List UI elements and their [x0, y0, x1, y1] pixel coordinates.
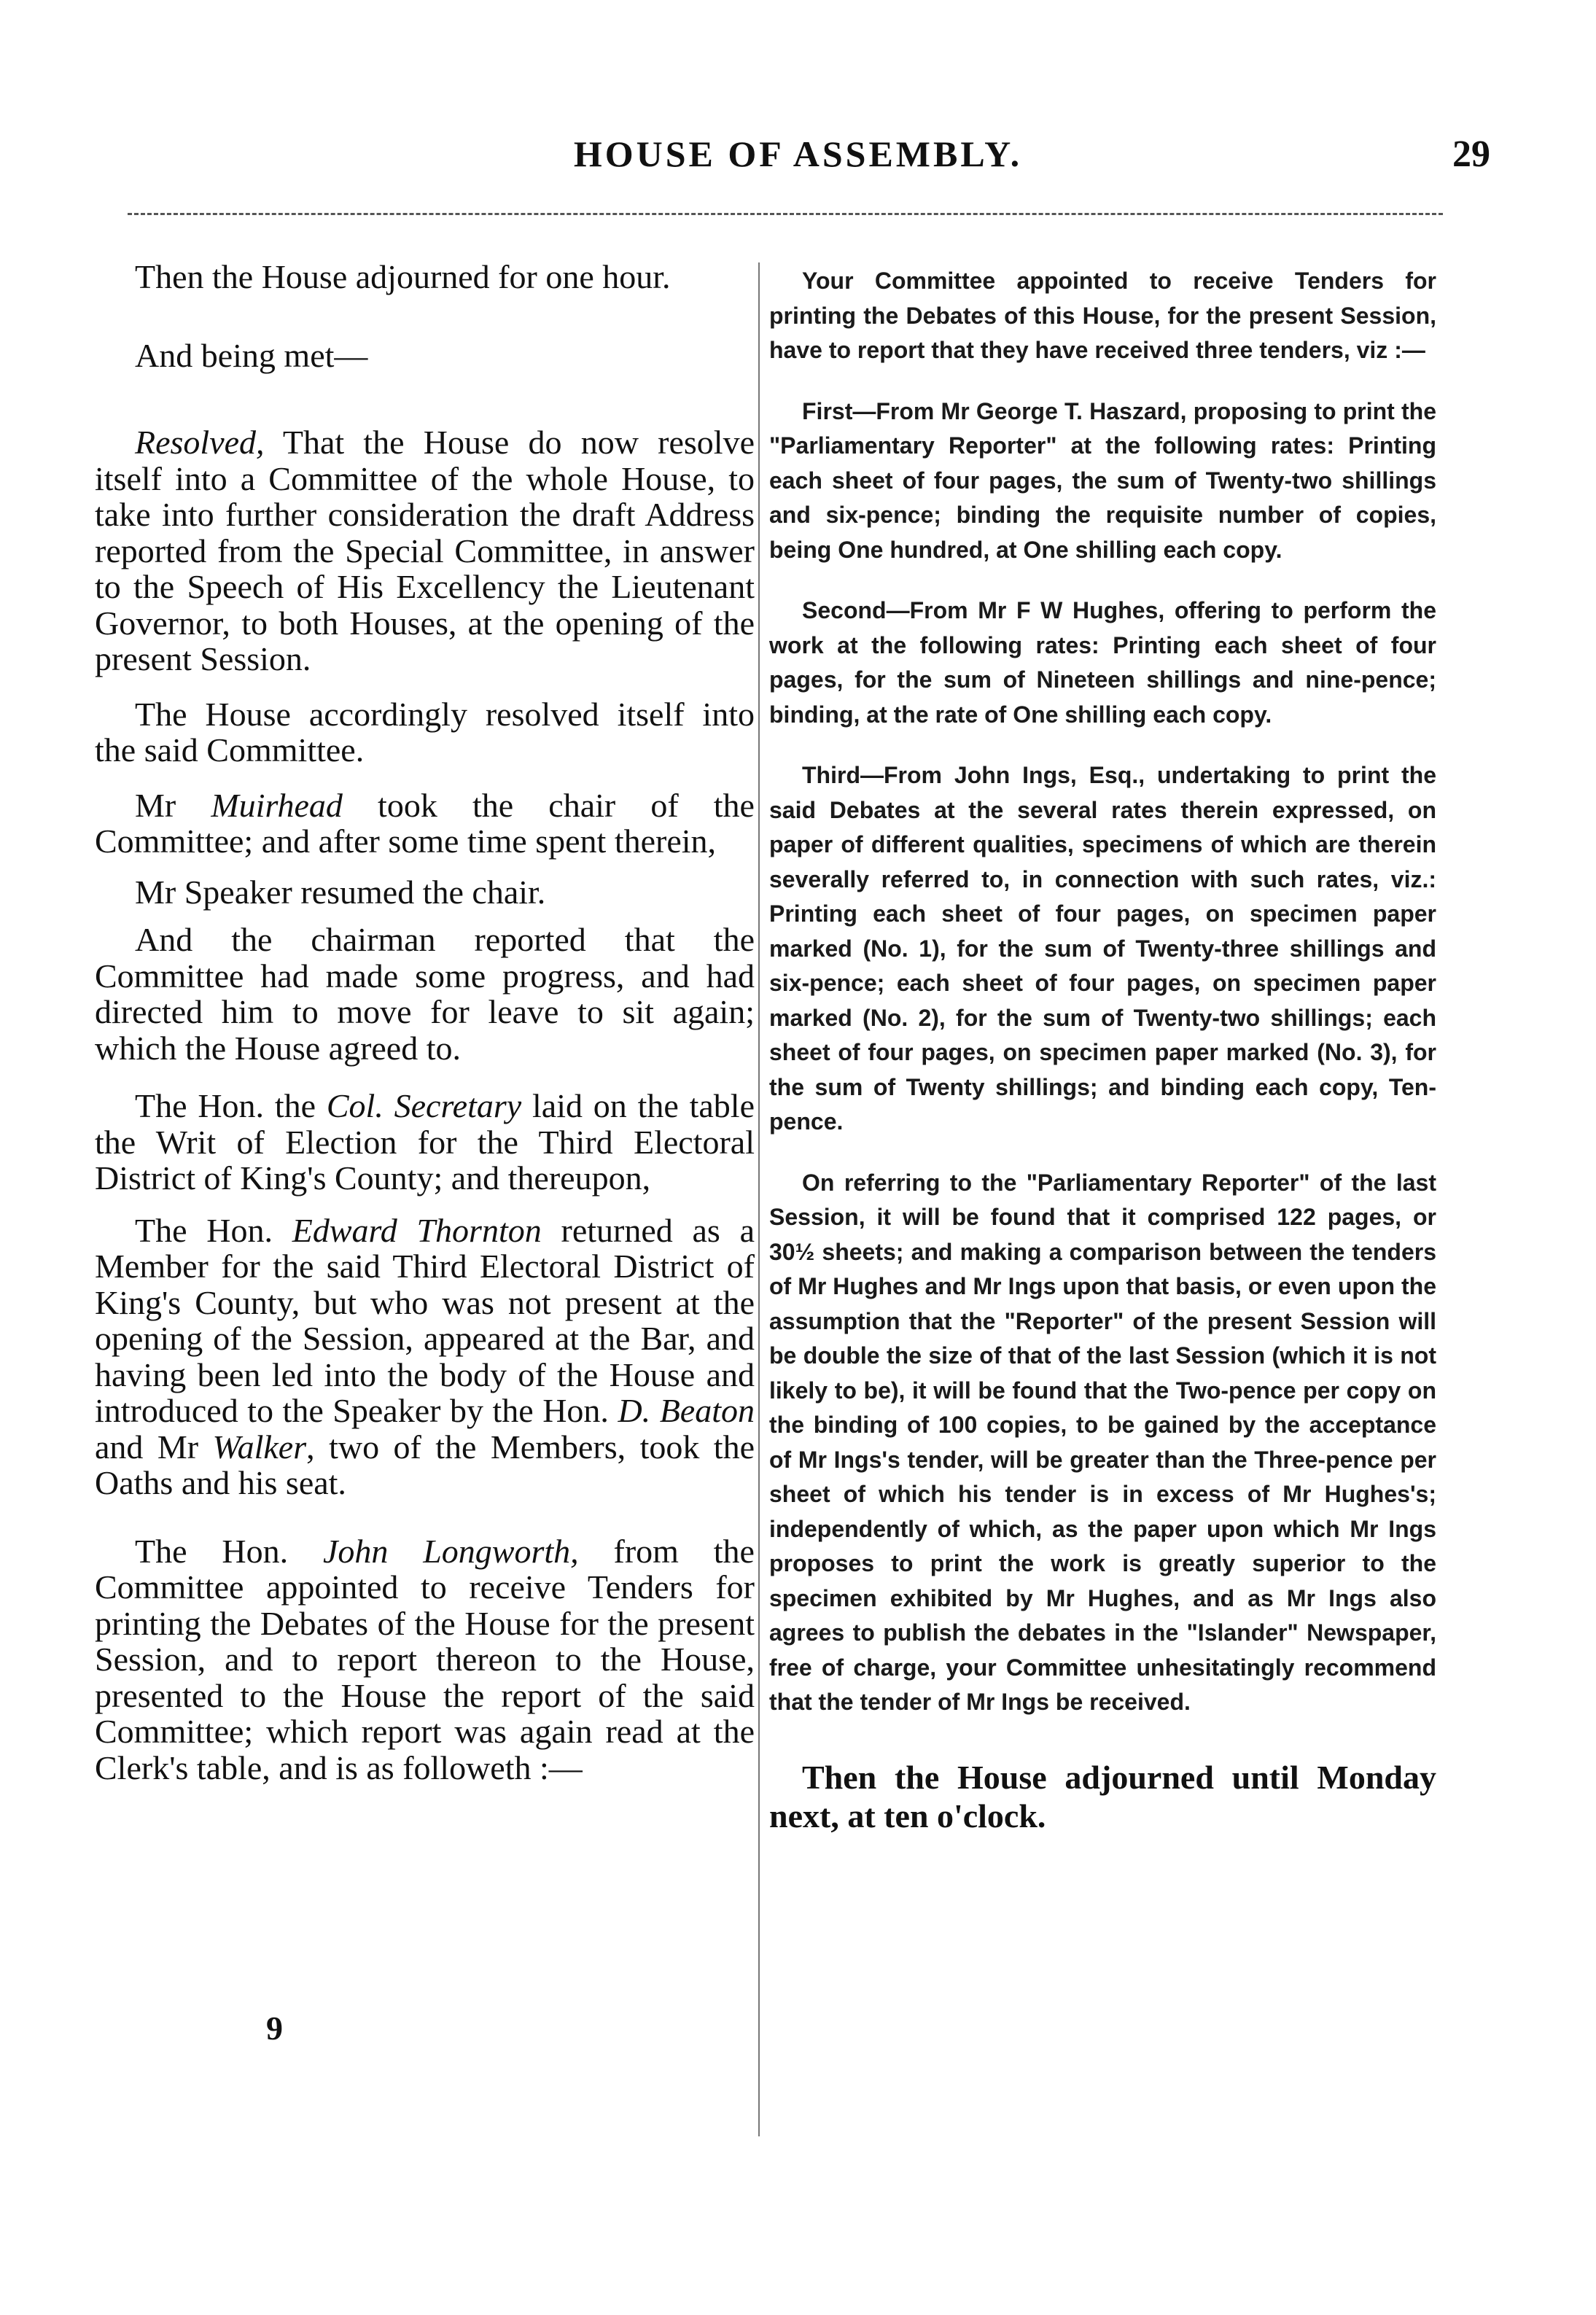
writ-text: laid on the table the Writ of Election for the Third Electoral District of King's County; and thereupon, — [95, 1087, 755, 1197]
page-title: HOUSE OF ASSEMBLY. — [573, 133, 1023, 174]
beaton-name: D. Beaton — [618, 1392, 755, 1429]
paragraph-being-met: And being met— — [135, 336, 368, 374]
committee-report-intro: Your Committee appointed to receive Tenders for printing the Debates of this House, for the present Session, have to report that they have received three tenders, viz :— — [769, 268, 1436, 363]
left-column — [95, 259, 755, 1786]
muirhead-name: Muirhead — [211, 786, 343, 824]
paragraph-writ-of-election — [95, 1088, 755, 1197]
col-secretary-name: Col. Secretary — [326, 1087, 522, 1124]
muirhead-text: took the chair of the Committee; and after some time spent therein, — [95, 786, 755, 860]
longworth-text: from the Committee appointed to receive Tenders for printing the Debates of the House for the present Session, and to report thereon to the House, presented to the House the report of the said Committee; which report was again read at the Clerk's table, and is as followeth :— — [95, 1532, 755, 1786]
tender-first: First—From Mr George T. Haszard, proposing to print the "Parliamentary Reporter" at the following rates: Printing each sheet of four pages, the sum of Twenty-two shillings and six-pence; binding the requisite number of copies, being One hundred, at One shilling each copy. — [769, 397, 1436, 563]
longworth-prefix: The Hon. — [135, 1532, 323, 1570]
paragraph-speaker-resumed: Mr Speaker resumed the chair. — [135, 873, 546, 911]
longworth-name: John Longworth, — [322, 1532, 579, 1570]
paragraph-chairman-reported: And the chairman reported that the Committee had made some progress, and had directed him to move for leave to sit again; which the House agreed to. — [95, 921, 755, 1067]
page-number: 29 — [1452, 133, 1490, 175]
header-rule — [128, 213, 1443, 215]
thornton-name: Edward Thornton — [292, 1211, 542, 1249]
committee-recommendation: On referring to the "Parliamentary Reporter" of the last Session, it will be found that it comprised 122 pages, or 30½ sheets; and making a comparison between the tenders of Mr Hughes and Mr Ings upon that basis, or even upon the assumption that the "Reporter" of the present Session will be double the size of that of the last Session (which it is not likely to be), it will be found that the Two-pence per copy on the binding of 100 copies, to be gained by the acceptance of Mr Ings's tender, will be greater than the Three-pence per sheet of which his tender is in excess of Mr Hughes's; independently of which, as the paper upon which Mr Ings proposes to print the work is greatly superior to the specimen exhibited by Mr Hughes, and as Mr Ings also agrees to publish the debates in the "Islander" Newspaper, free of charge, your Committee unhesitatingly recommend that the tender of Mr Ings be received. — [769, 1169, 1436, 1715]
paragraph-committee-resolved: The House accordingly resolved itself into the said Committee. — [95, 695, 755, 769]
muirhead-prefix: Mr — [135, 786, 211, 824]
signature-mark: 9 — [266, 2009, 283, 2047]
thornton-text-c: , two of the Members, took the Oaths and his seat. — [95, 1428, 755, 1501]
tender-second: Second—From Mr F W Hughes, offering to perform the work at the following rates: Printing each sheet of four pages, for the sum of Nineteen shillings and nine-pence; binding, at the rate of One shilling each copy. — [769, 597, 1436, 728]
thornton-prefix: The Hon. — [135, 1211, 292, 1249]
resolved-text: That the House do now resolve itself into a Committee of the whole House, to take into further consideration the draft Address reported from the Special Committee, in answer to the Speech of His Excellency the Lieutenant Governor, to both Houses, at the opening of the present Session. — [95, 424, 755, 677]
right-column — [769, 264, 1436, 1835]
paragraph-muirhead-chair — [95, 787, 755, 860]
writ-prefix: The Hon. the — [135, 1087, 327, 1124]
paragraph-thornton-oaths — [95, 1213, 755, 1501]
thornton-text-b: and Mr — [95, 1428, 213, 1466]
walker-name: Walker — [212, 1428, 307, 1466]
resolved-label: Resolved, — [135, 424, 265, 461]
paragraph-adjourned-monday: Then the House adjourned until Monday next, at ten o'clock. — [769, 1758, 1436, 1835]
tender-third: Third—From John Ings, Esq., undertaking to print the said Debates at the several rates therein expressed, on paper of different qualities, specimens of which are therein severally referred to, in connection with such rates, viz.: Printing each sheet of four pages, on specimen paper marked (No. 1), for the sum of Twenty-three shillings and six-pence; each sheet of four pages, on specimen paper marked (No. 2), for the sum of Twenty-two shillings; each sheet of four pages, on specimen paper marked (No. 3), for the sum of Twenty shillings; and binding each copy, Ten-pence. — [769, 762, 1436, 1135]
paragraph-resolved — [95, 424, 755, 677]
paragraph-longworth-report — [95, 1533, 755, 1786]
thornton-text-a: returned as a Member for the said Third Electoral District of King's County, but who was not present at the opening of the Session, appeared at the Bar, and having been led into the body of the House and introduced to the Speaker by the Hon. — [95, 1211, 755, 1429]
paragraph-adjourned-one-hour: Then the House adjourned for one hour. — [135, 258, 671, 295]
running-head — [95, 133, 1501, 184]
column-divider — [758, 262, 760, 2136]
